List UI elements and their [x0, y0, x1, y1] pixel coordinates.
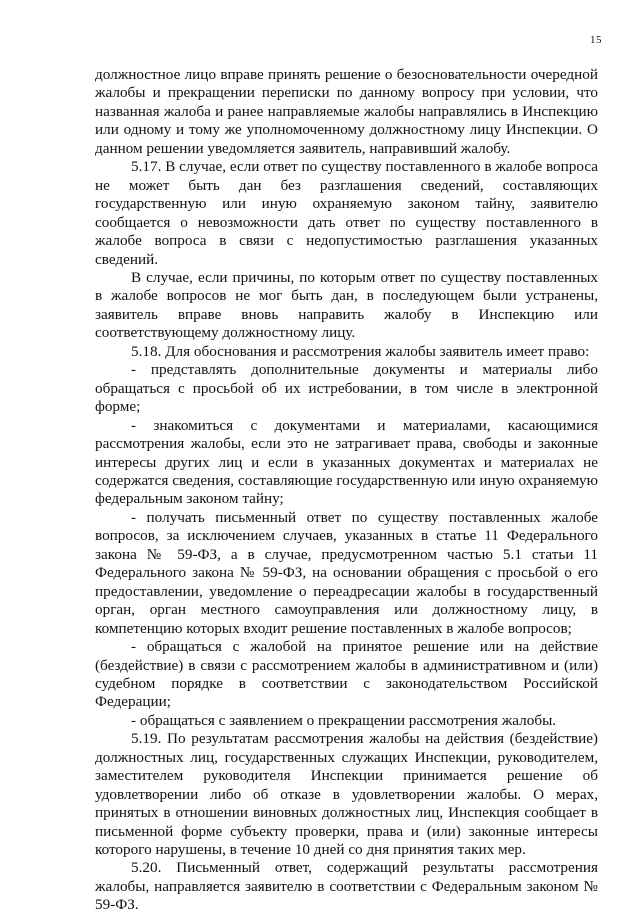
paragraph-5-20: 5.20. Письменный ответ, содержащий результаты рассмотрения жалобы, направляется заявителю в соответствии с Федеральным законом № 59-ФЗ.: [95, 859, 598, 914]
list-item-additional-documents: - представлять дополнительные документы и материалы либо обращаться с просьбой об их истребовании, в том числе в электронной форме;: [95, 361, 598, 416]
list-item-written-response: - получать письменный ответ по существу поставленных жалобе вопросов, за исключением случаев, указанных в статье 11 Федерального закона № 59-ФЗ, а в случае, предусмотренном частью 5.1 статьи 11 Федерального закона № 59-ФЗ, на основании обращения с просьбой о его предоставлении, уведомление о переадресации жалобы в государственный орган, орган местного самоуправления или должностному лицу, в компетенцию которых входит решение поставленных в жалобе вопросов;: [95, 508, 598, 637]
paragraph-5-17: 5.17. В случае, если ответ по существу поставленного в жалобе вопроса не может быть дан без разглашения сведений, составляющих государственную или иную охраняемую законом тайну, заявителю сообщается о невозможности дать ответ по существу поставленного в жалобе вопроса в связи с недопустимостью разглашения указанных сведений.: [95, 158, 598, 268]
paragraph-5-19: 5.19. По результатам рассмотрения жалобы на действия (бездействие) должностных лиц, государственных служащих Инспекции, руководителем, заместителем руководителя Инспекции принимается решение об удовлетворении либо об отказе в удовлетворении жалобы. О мерах, принятых в отношении виновных должностных лиц, Инспекция сообщает в письменной форме субъекту проверки, права и (или) законные интересы которого нарушены, в течение 10 дней со дня принятия таких мер.: [95, 730, 598, 859]
document-body: [95, 66, 598, 915]
page-number: 15: [590, 34, 602, 46]
paragraph-5-18: 5.18. Для обоснования и рассмотрения жалобы заявитель имеет право:: [131, 342, 590, 360]
list-item-appeal-decision: - обращаться с жалобой на принятое решение или на действие (бездействие) в связи с рассмотрением жалобы в административном и (или) судебном порядке в соответствии с законодательством Российской Федерации;: [95, 638, 598, 711]
paragraph-5-17-resubmission: В случае, если причины, по которым ответ по существу поставленных в жалобе вопросов не мог быть дан, в последующем были устранены, заявитель вправе вновь направить жалобу в Инспекцию или соответствующему должностному лицу.: [95, 268, 598, 342]
list-item-withdraw-complaint: - обращаться с заявлением о прекращении рассмотрения жалобы.: [131, 711, 557, 729]
paragraph-complaint-termination: должностное лицо вправе принять решение о безосновательности очередной жалобы и прекращении переписки по данному вопросу при условии, что названная жалоба и ранее направляемые жалобы направлялись в Инспекцию или одному и тому же уполномоченному должностному лицу Инспекции. О данном решении уведомляется заявитель, направивший жалобу.: [95, 66, 598, 157]
list-item-review-materials: - знакомиться с документами и материалами, касающимися рассмотрения жалобы, если это не затрагивает права, свободы и законные интересы других лиц и если в указанных документах и материалах не содержатся сведения, составляющие государственную или иную охраняемую федеральным законом тайну;: [95, 416, 598, 508]
